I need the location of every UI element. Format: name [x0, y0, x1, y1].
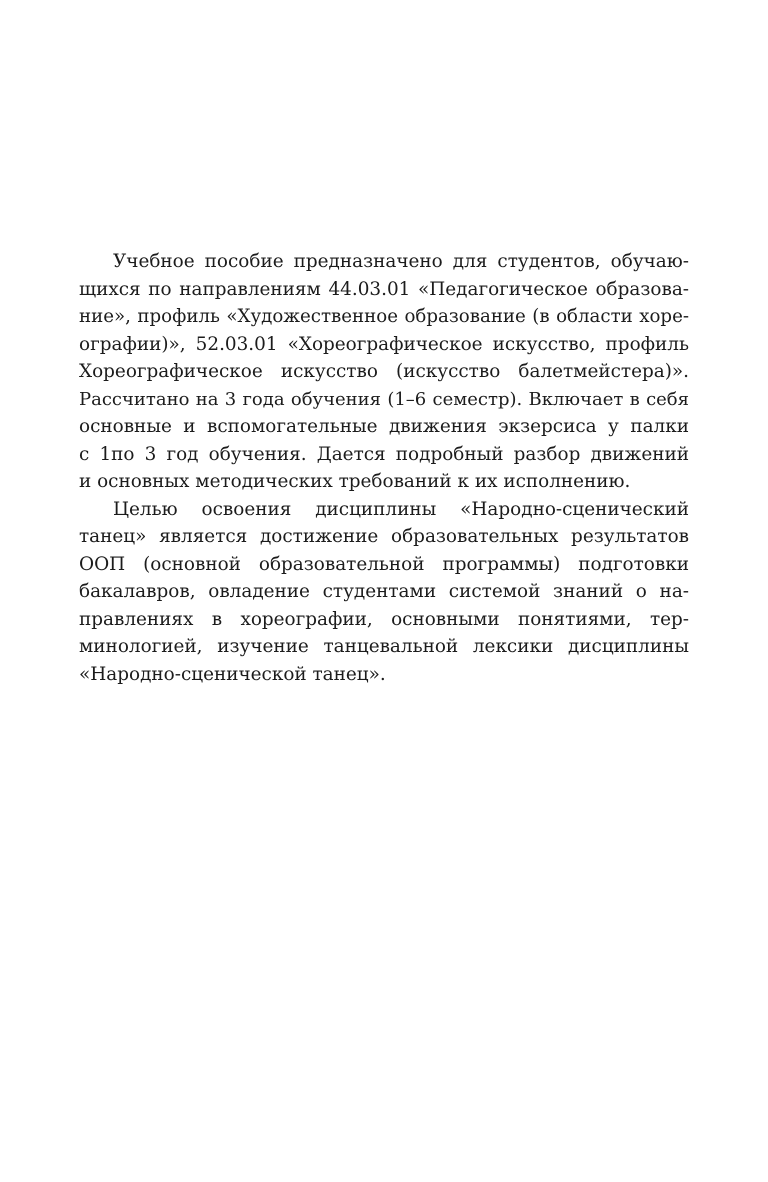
text-line: «Народно-сценической танец».: [79, 663, 386, 685]
text-line: с 1по 3 год обучения. Дается подробный разбор движений: [79, 443, 689, 465]
text-line: ографии)», 52.03.01 «Хореографическое искусство, профиль: [79, 333, 689, 355]
text-line: правлениях в хореографии, основными понятиями, тер-: [79, 608, 689, 630]
text-line: ООП (основной образовательной программы) подготовки: [79, 553, 689, 575]
text-line: Учебное пособие предназначено для студентов, обучаю-: [113, 251, 689, 272]
annotation-text: [79, 248, 689, 688]
text-line: и основных методических требований к их исполнению.: [79, 471, 631, 492]
text-line: танец» является достижение образовательных результатов: [79, 526, 689, 547]
text-line: Целью освоения дисциплины «Народно-сценический: [113, 498, 689, 520]
text-line: щихся по направлениям 44.03.01 «Педагогическое образова-: [79, 278, 689, 300]
text-line: Рассчитано на 3 года обучения (1–6 семестр). Включает в себя: [79, 388, 689, 410]
text-line: бакалавров, овладение студентами системой знаний о на-: [79, 581, 689, 602]
paragraph-2: [79, 496, 689, 689]
text-line: Хореографическое искусство (искусство балетмейстера)».: [79, 361, 689, 382]
text-line: основные и вспомогательные движения экзерсиса у палки: [79, 416, 689, 437]
text-line: минологией, изучение танцевальной лексики дисциплины: [79, 636, 689, 657]
paragraph-1: [79, 248, 689, 496]
text-line: ние», профиль «Художественное образование (в области хоре-: [79, 306, 689, 327]
